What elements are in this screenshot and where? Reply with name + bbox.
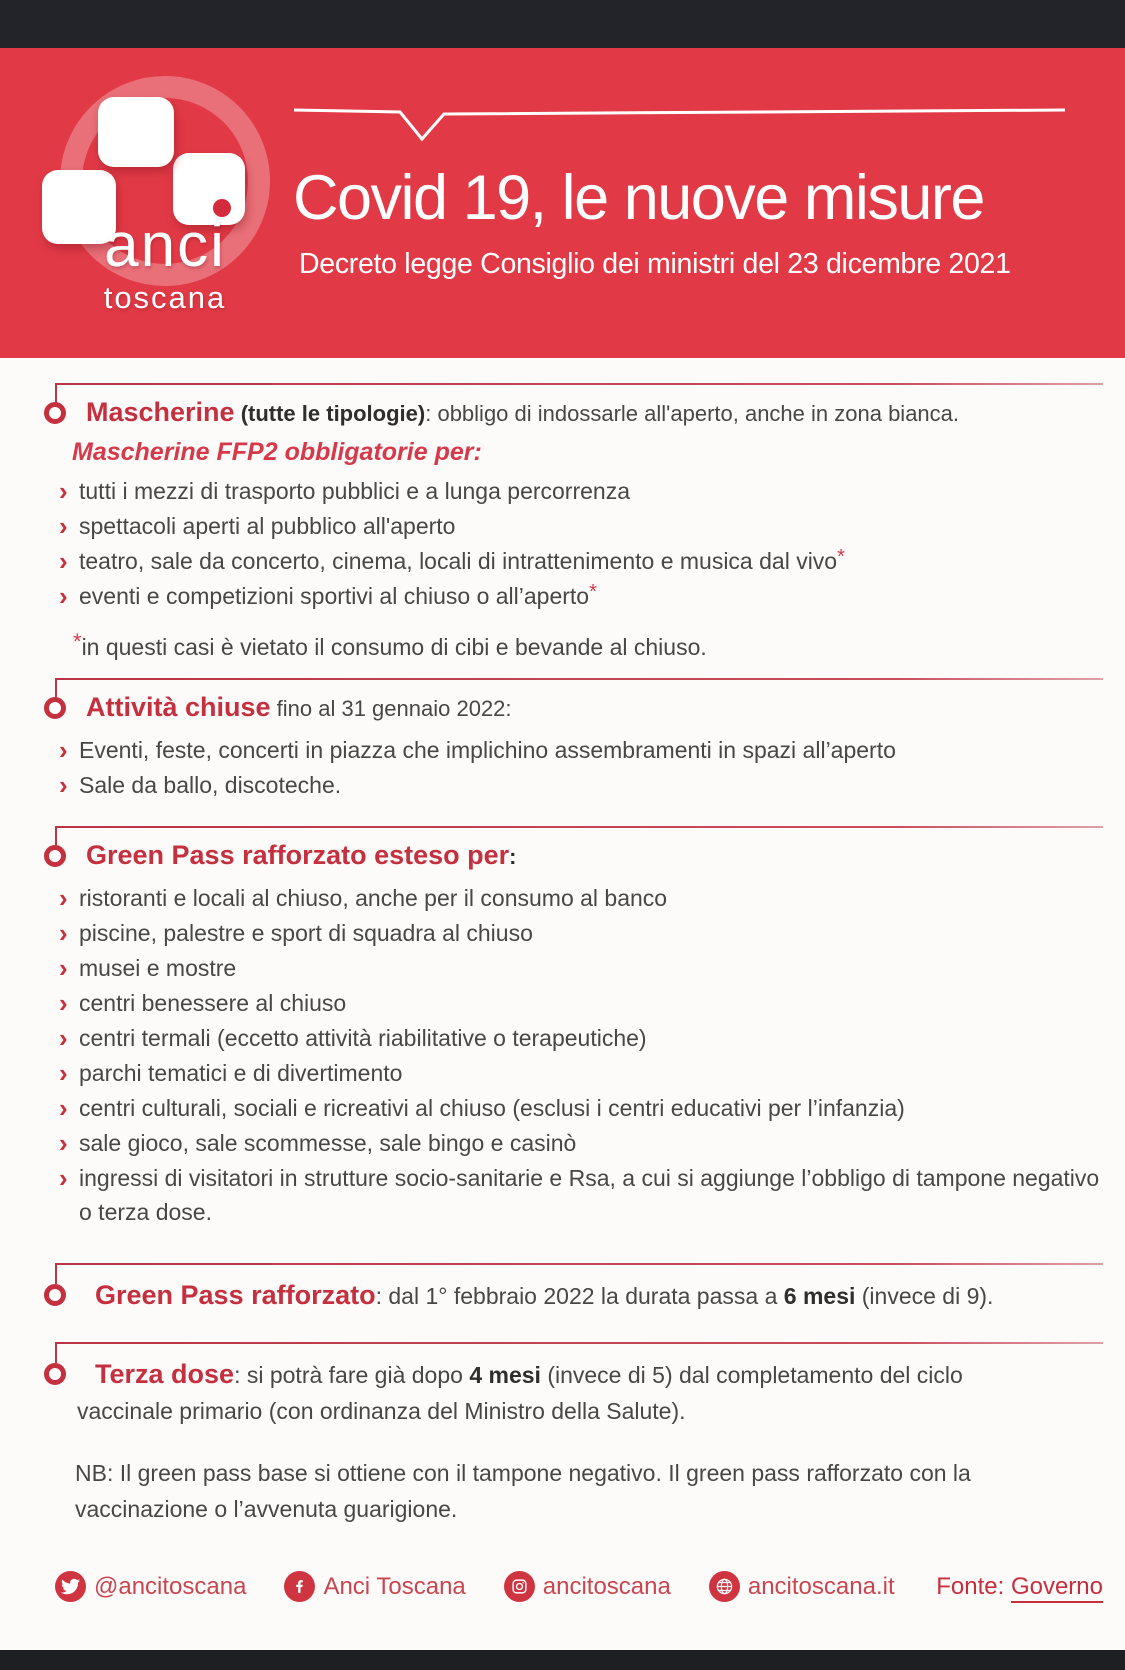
section-rule — [55, 826, 1103, 828]
list-item-text: Eventi, feste, concerti in piazza che implichino assembramenti in spazi all’aperto — [79, 737, 896, 763]
section-rule — [55, 383, 1103, 385]
list-item — [59, 1021, 1103, 1055]
twitter-handle: @ancitoscana — [94, 1572, 247, 1600]
chevron-bullet-icon: › — [59, 1023, 68, 1053]
nb-note: NB: Il green pass base si ottiene con il tampone negativo. Il green pass rafforzato con la vaccinazione o l’avvenuta guarigione. — [75, 1460, 971, 1522]
section-mascherine — [55, 383, 1103, 664]
heading-red: Terza dose — [95, 1359, 235, 1389]
footer — [55, 1571, 1103, 1602]
asterisk-note-text: in questi casi è vietato il consumo di cibi e bevande al chiuso. — [81, 634, 707, 660]
source-governo-link[interactable]: Governo — [1011, 1573, 1103, 1603]
section-heading-text — [86, 838, 517, 874]
heading-rest: fino al 31 gennaio 2022: — [270, 696, 512, 721]
heading-red: Green Pass rafforzato — [95, 1280, 376, 1310]
section-rule — [55, 1342, 1103, 1344]
section-heading — [55, 395, 1103, 431]
chevron-bullet-icon: › — [59, 511, 68, 541]
chevron-bullet-icon: › — [59, 770, 68, 800]
instagram-icon — [504, 1571, 535, 1602]
heading-rest: : — [509, 844, 517, 869]
anci-toscana-logo — [40, 58, 295, 358]
list-item — [59, 881, 1103, 915]
list-item-text: ingressi di visitatori in strutture socio-sanitarie e Rsa, a cui si aggiunge l’obbligo di tampone negativo o terza dose. — [79, 1165, 1100, 1225]
list-item — [59, 986, 1103, 1020]
paragraph-bold: 6 mesi — [783, 1283, 856, 1309]
ring-bullet-icon — [44, 697, 66, 719]
instagram-handle: ancitoscana — [542, 1572, 671, 1600]
list-item-text: centri culturali, sociali e ricreativi al chiuso (esclusi i centri educativi per l’infanzia) — [79, 1095, 905, 1121]
chevron-bullet-icon: › — [59, 883, 68, 913]
header-band — [0, 48, 1125, 358]
chevron-bullet-icon: › — [59, 735, 68, 765]
ring-bullet-icon — [44, 1363, 66, 1385]
header-title-block — [293, 106, 1085, 281]
list-item-text: teatro, sale da concerto, cinema, locali di intrattenimento e musica dal vivo — [79, 548, 838, 574]
section-heading-text — [86, 690, 512, 726]
list-item-text: musei e mostre — [79, 955, 237, 981]
section-green-pass-durata — [55, 1263, 1103, 1314]
list-item — [59, 1126, 1103, 1160]
facebook-link[interactable] — [284, 1571, 465, 1602]
list-item — [59, 1056, 1103, 1090]
bottom-letterbox-bar — [0, 1650, 1125, 1670]
asterisk-note — [73, 630, 1103, 664]
logo-text-anci: anci — [104, 211, 226, 280]
list-item — [59, 951, 1103, 985]
asterisk-mark: * — [589, 581, 597, 603]
paragraph-text: : dal 1° febbraio 2022 la durata passa a — [375, 1283, 784, 1309]
ring-bullet-icon — [44, 402, 66, 424]
source-line — [936, 1573, 1103, 1601]
bullet-list — [59, 474, 1103, 613]
chevron-bullet-icon: › — [59, 546, 68, 576]
list-item-text: tutti i mezzi di trasporto pubblici e a lunga percorrenza — [79, 478, 631, 504]
heading-red: Attività chiuse — [86, 692, 271, 722]
section-rule — [55, 1263, 1103, 1265]
list-item-text: Sale da ballo, discoteche. — [79, 772, 342, 798]
asterisk-mark: * — [837, 546, 845, 568]
website-link[interactable] — [709, 1571, 895, 1602]
facebook-name: Anci Toscana — [323, 1572, 466, 1600]
chevron-bullet-icon: › — [59, 1128, 68, 1158]
chevron-bullet-icon: › — [59, 476, 68, 506]
website-url: ancitoscana.it — [747, 1572, 895, 1600]
list-item — [59, 544, 1103, 578]
globe-icon — [709, 1571, 740, 1602]
paragraph-text: (invece di 9). — [855, 1283, 994, 1309]
section-paragraph — [55, 1356, 1015, 1429]
section-green-pass-esteso — [55, 826, 1103, 1229]
heading-red: Green Pass rafforzato esteso per — [86, 840, 510, 870]
heading-bold: (tutte le tipologie) — [234, 401, 426, 426]
chevron-bullet-icon: › — [59, 988, 68, 1018]
logo-text-toscana: toscana — [103, 280, 227, 315]
twitter-link[interactable] — [55, 1571, 246, 1602]
list-item-text: parchi tematici e di divertimento — [79, 1060, 403, 1086]
list-item — [59, 1091, 1103, 1125]
bullet-list — [59, 733, 1103, 802]
section-heading — [55, 690, 1103, 726]
page-subtitle: Decreto legge Consiglio dei ministri del 23 dicembre 2021 — [299, 248, 1011, 280]
section-terza-dose — [55, 1342, 1103, 1429]
chevron-bullet-icon: › — [59, 953, 68, 983]
source-label: Fonte: — [936, 1572, 1011, 1600]
list-item-text: spettacoli aperti al pubblico all'aperto — [79, 513, 456, 539]
asterisk-mark: * — [73, 629, 82, 654]
list-item — [59, 509, 1103, 543]
paragraph-text: (invece di 5) dal completamento del ciclo vaccinale primario (con ordinanza del Ministro della Salute). — [77, 1362, 963, 1424]
paragraph-text: : si potrà fare già dopo — [234, 1362, 470, 1388]
list-item-text: centri termali (eccetto attività riabilitative o terapeutiche) — [79, 1025, 647, 1051]
twitter-icon — [55, 1571, 86, 1602]
chevron-bullet-icon: › — [59, 1058, 68, 1088]
list-item — [59, 916, 1103, 950]
ring-bullet-icon — [44, 1284, 66, 1306]
heading-red: Mascherine — [86, 397, 235, 427]
list-item-text: sale gioco, sale scommesse, sale bingo e casinò — [79, 1130, 577, 1156]
paragraph-bold: 4 mesi — [469, 1362, 541, 1388]
content-area — [55, 383, 1103, 1602]
list-item — [59, 1161, 1103, 1229]
section-heading — [55, 838, 1103, 874]
ffp2-subheading: Mascherine FFP2 obbligatorie per: — [72, 438, 482, 466]
logo-square-top — [98, 97, 174, 167]
list-item — [59, 733, 1103, 767]
ring-bullet-icon — [44, 845, 66, 867]
bullet-list — [59, 881, 1103, 1229]
section-heading-text — [86, 395, 959, 431]
section-attivita-chiuse — [55, 678, 1103, 802]
speech-bubble-line — [293, 106, 1075, 146]
top-letterbox-bar — [0, 0, 1125, 48]
section-paragraph — [55, 1277, 1103, 1314]
section-rule — [55, 678, 1103, 680]
heading-rest: : obbligo di indossarle all'aperto, anche in zona bianca. — [425, 401, 960, 426]
list-item — [59, 579, 1103, 613]
chevron-bullet-icon: › — [59, 581, 68, 611]
list-item — [59, 768, 1103, 802]
list-item-text: piscine, palestre e sport di squadra al chiuso — [79, 920, 533, 946]
list-item — [59, 474, 1103, 508]
page-title: Covid 19, le nuove misure — [293, 163, 984, 233]
instagram-link[interactable] — [504, 1571, 671, 1602]
chevron-bullet-icon: › — [59, 918, 68, 948]
chevron-bullet-icon: › — [59, 1163, 68, 1193]
list-item-text: centri benessere al chiuso — [79, 990, 347, 1016]
list-item-text: eventi e competizioni sportivi al chiuso o all’aperto — [79, 583, 590, 609]
facebook-icon — [284, 1571, 315, 1602]
chevron-bullet-icon: › — [59, 1093, 68, 1123]
list-item-text: ristoranti e locali al chiuso, anche per il consumo al banco — [79, 885, 668, 911]
